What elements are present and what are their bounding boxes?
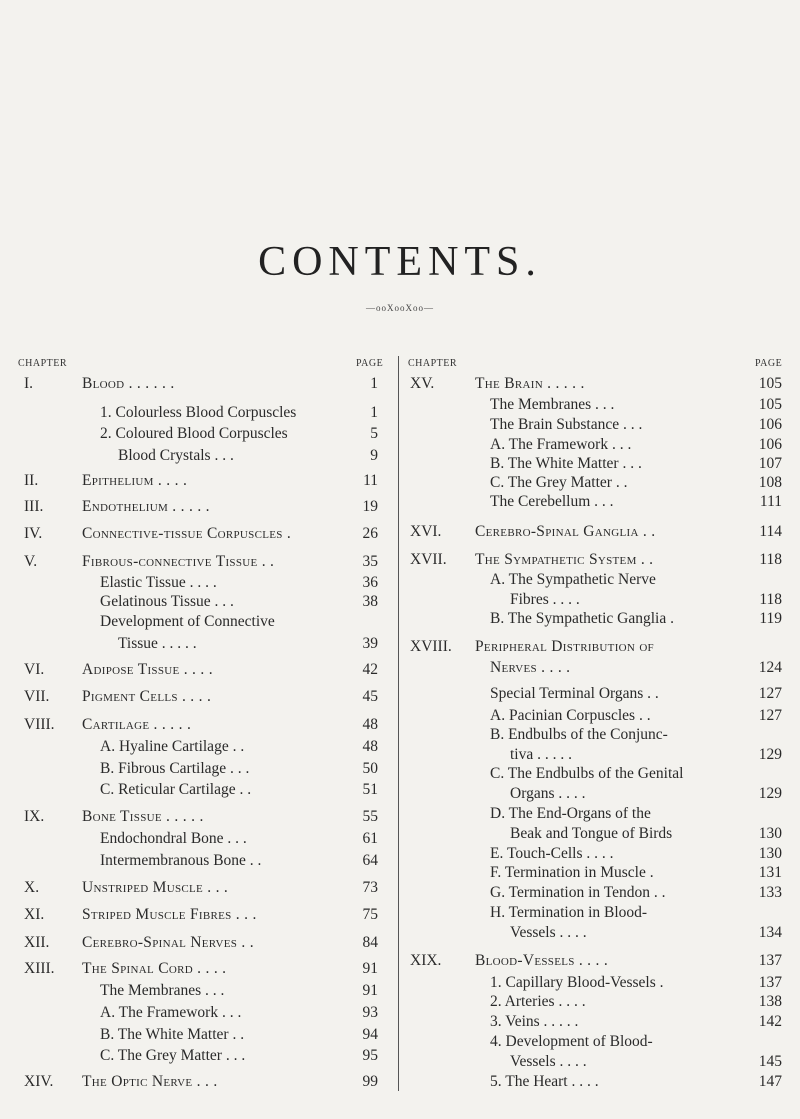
toc-entry [0, 660, 800, 680]
chapter-number: IX. [24, 808, 45, 826]
toc-entry [0, 1025, 800, 1045]
entry-title: 4. Development of Blood- [490, 1033, 653, 1051]
entry-page-number: 1 [370, 403, 378, 421]
entry-title: B. Endbulbs of the Conjunc- [490, 725, 668, 743]
entry-page-number: 129 [758, 745, 782, 763]
entry-title: The Membranes . . . [100, 982, 225, 1000]
entry-title: Beak and Tongue of Birds [510, 825, 673, 843]
entry-title: Blood . . . . . . [82, 375, 175, 392]
entry-page-number: 142 [758, 1013, 782, 1031]
entry-title: The Cerebellum . . . [490, 492, 614, 510]
toc-entry [0, 435, 800, 455]
entry-page-number: 137 [758, 973, 782, 991]
toc-entry [0, 824, 800, 844]
toc-entry [0, 959, 800, 979]
entry-title: Development of Connective [100, 612, 275, 630]
toc-entry [0, 403, 800, 423]
entry-title: H. Termination in Blood- [490, 903, 648, 921]
toc-entry [0, 658, 800, 678]
entry-title: B. Fibrous Cartilage . . . [100, 759, 250, 777]
entry-title: Elastic Tissue . . . . [100, 574, 217, 592]
entry-title: Endochondral Bone . . . [100, 830, 247, 848]
entry-page-number: 35 [362, 553, 378, 571]
entry-title: A. The Framework . . . [100, 1004, 242, 1022]
toc-entry [0, 552, 800, 572]
toc-entry [0, 992, 800, 1012]
entry-page-number: 108 [758, 473, 782, 491]
entry-title: A. Hyaline Cartilage . . [100, 737, 245, 755]
entry-page-number: 145 [758, 1053, 782, 1071]
entry-title: The Brain . . . . . [475, 375, 585, 392]
entry-title: Blood Crystals . . . [118, 447, 234, 465]
entry-page-number: 42 [362, 661, 378, 679]
entry-title: Nerves . . . . [490, 658, 571, 676]
toc-entry [0, 1032, 800, 1052]
entry-page-number: 138 [758, 993, 782, 1011]
toc-entry [0, 424, 800, 444]
entry-title: Bone Tissue . . . . . [82, 808, 204, 826]
entry-title: C. The Grey Matter . . [490, 473, 628, 491]
toc-entry [0, 395, 800, 415]
entry-title: Vessels . . . . [510, 1053, 587, 1071]
entry-title: Fibrous-connective Tissue . . [82, 553, 275, 571]
entry-page-number: 5 [370, 425, 378, 443]
toc-entry [0, 684, 800, 704]
entry-page-number: 26 [362, 525, 378, 543]
toc-entry [0, 851, 800, 871]
entry-title: B. The White Matter . . [100, 1025, 245, 1043]
entry-page-number: 133 [758, 883, 782, 901]
toc-entry [0, 933, 800, 953]
entry-title: A. Pacinian Corpuscles . . [490, 706, 651, 724]
chapter-number: XVIII. [410, 637, 452, 655]
toc-entry [0, 1003, 800, 1023]
entry-title: Unstriped Muscle . . . [82, 878, 229, 896]
entry-page-number: 105 [758, 375, 782, 392]
entry-page-number: 9 [370, 447, 378, 465]
chapter-number: XV. [410, 375, 435, 392]
entry-title: Cerebro-Spinal Nerves . . [82, 933, 254, 951]
toc-entry [0, 590, 800, 610]
column-divider [398, 356, 399, 1091]
entry-title: 5. The Heart . . . . [490, 1073, 599, 1090]
entry-page-number: 64 [362, 852, 378, 870]
toc-entry [0, 1012, 800, 1032]
toc-entry [0, 737, 800, 757]
entry-title: Connective-tissue Corpuscles . [82, 525, 292, 543]
chapter-number: VIII. [24, 716, 55, 734]
entry-title: Fibres . . . . [510, 590, 580, 608]
entry-title: 1. Capillary Blood-Vessels . [490, 973, 664, 991]
entry-page-number: 129 [758, 785, 782, 803]
entry-page-number: 127 [758, 685, 782, 703]
chapter-number: IV. [24, 525, 43, 543]
toc-entry [0, 374, 800, 394]
entry-page-number: 36 [362, 574, 378, 592]
entry-page-number: 39 [362, 634, 378, 652]
toc-entry [0, 687, 800, 707]
toc-entry [0, 784, 800, 804]
entry-page-number: 51 [362, 780, 378, 798]
entry-title: Cerebro-Spinal Ganglia . . [475, 523, 656, 541]
entry-page-number: 11 [363, 471, 378, 489]
toc-entry [0, 1072, 800, 1092]
toc-entry [0, 522, 800, 542]
entry-title: C. The Endbulbs of the Genital [490, 765, 684, 783]
chapter-number: XVII. [410, 550, 447, 568]
entry-title: Organs . . . . [510, 785, 586, 803]
entry-title: F. Termination in Muscle . [490, 864, 654, 882]
chapter-number: III. [24, 498, 44, 516]
entry-title: A. The Sympathetic Nerve [490, 570, 656, 588]
right-page-header: PAGE [755, 358, 783, 369]
entry-page-number: 45 [362, 688, 378, 706]
entry-page-number: 73 [362, 878, 378, 896]
toc-entry [0, 1046, 800, 1066]
toc-entry [0, 706, 800, 726]
toc-entry [0, 592, 800, 612]
toc-entry [0, 637, 800, 657]
entry-page-number: 127 [758, 706, 782, 724]
entry-page-number: 131 [758, 864, 782, 882]
entry-title: A. The Framework . . . [490, 435, 632, 453]
entry-title: Gelatinous Tissue . . . [100, 593, 234, 611]
entry-page-number: 50 [362, 759, 378, 777]
chapter-number: II. [24, 471, 39, 489]
chapter-number: V. [24, 553, 38, 571]
entry-title: Endothelium . . . . . [82, 498, 210, 516]
entry-title: The Spinal Cord . . . . [82, 960, 227, 978]
toc-entry [0, 374, 800, 394]
entry-title: E. Touch-Cells . . . . [490, 845, 614, 863]
entry-title: Striped Muscle Fibres . . . [82, 905, 257, 923]
toc-entry [0, 415, 800, 435]
toc-entry [0, 951, 800, 971]
entry-page-number: 38 [362, 593, 378, 611]
toc-entry [0, 634, 800, 654]
chapter-number: X. [24, 878, 40, 896]
entry-title: C. Reticular Cartilage . . [100, 780, 252, 798]
chapter-number: VI. [24, 661, 45, 679]
toc-entry [0, 471, 800, 491]
entry-page-number: 91 [362, 982, 378, 1000]
entry-title: B. The Sympathetic Ganglia . [490, 610, 674, 628]
entry-title: The Optic Nerve . . . [82, 1073, 218, 1090]
entry-page-number: 55 [362, 808, 378, 826]
entry-title: 3. Veins . . . . . [490, 1013, 579, 1031]
toc-entry [0, 905, 800, 925]
chapter-number: XIV. [24, 1073, 54, 1090]
entry-title: The Membranes . . . [490, 395, 615, 413]
entry-title: Blood-Vessels . . . . [475, 951, 609, 969]
entry-page-number: 134 [758, 923, 782, 941]
entry-page-number: 93 [362, 1004, 378, 1022]
entry-page-number: 130 [758, 825, 782, 843]
entry-title: Peripheral Distribution of [475, 637, 654, 655]
toc-entry [0, 573, 800, 593]
entry-page-number: 111 [759, 492, 782, 510]
toc-entry [0, 923, 800, 943]
chapter-number: XIX. [410, 951, 442, 969]
entry-page-number: 105 [758, 395, 782, 413]
entry-page-number: 75 [362, 905, 378, 923]
right-chapter-header: CHAPTER [408, 358, 458, 369]
entry-title: 2. Coloured Blood Corpuscles [100, 425, 288, 443]
toc-entry [0, 780, 800, 800]
entry-page-number: 48 [362, 716, 378, 734]
entry-page-number: 118 [759, 550, 782, 568]
toc-entry [0, 1072, 800, 1092]
entry-page-number: 99 [362, 1073, 378, 1090]
toc-entry [0, 497, 800, 517]
toc-entry [0, 903, 800, 923]
entry-page-number: 107 [758, 454, 782, 472]
toc-entry [0, 878, 800, 898]
entry-page-number: 124 [758, 658, 782, 676]
toc-entry [0, 715, 800, 735]
entry-title: Tissue . . . . . [118, 634, 197, 652]
entry-page-number: 19 [362, 498, 378, 516]
toc-entry [0, 492, 800, 512]
entry-title: B. The White Matter . . . [490, 454, 642, 472]
entry-title: Adipose Tissue . . . . [82, 661, 213, 679]
toc-entry [0, 764, 800, 784]
entry-page-number: 106 [758, 415, 782, 433]
entry-page-number: 91 [362, 960, 378, 978]
entry-page-number: 114 [759, 523, 782, 541]
toc-entry [0, 454, 800, 474]
chapter-number: VII. [24, 688, 50, 706]
toc-entry [0, 863, 800, 883]
entry-page-number: 84 [362, 933, 378, 951]
toc-entry [0, 1052, 800, 1072]
toc-entry [0, 473, 800, 493]
entry-title: 1. Colourless Blood Corpuscles [100, 403, 297, 421]
toc-entry [0, 524, 800, 544]
entry-page-number: 119 [759, 610, 782, 628]
toc-entry [0, 973, 800, 993]
entry-page-number: 1 [370, 375, 378, 392]
toc-entry [0, 981, 800, 1001]
toc-entry [0, 807, 800, 827]
entry-title: Special Terminal Organs . . [490, 685, 659, 703]
toc-entry [0, 804, 800, 824]
entry-title: Epithelium . . . . [82, 471, 188, 489]
left-page-header: PAGE [356, 358, 384, 369]
entry-title: The Sympathetic System . . [475, 550, 654, 568]
toc-entry [0, 612, 800, 632]
entry-page-number: 48 [362, 737, 378, 755]
entry-title: Intermembranous Bone . . [100, 852, 262, 870]
entry-title: Vessels . . . . [510, 923, 587, 941]
chapter-number: XI. [24, 905, 45, 923]
toc-entry [0, 609, 800, 629]
entry-page-number: 61 [362, 830, 378, 848]
chapter-number: XIII. [24, 960, 55, 978]
chapter-number: I. [24, 375, 34, 392]
toc-entry [0, 759, 800, 779]
toc-entry [0, 844, 800, 864]
title-ornament: —ooXooXoo— [366, 303, 434, 313]
entry-title: C. The Grey Matter . . . [100, 1046, 246, 1064]
toc-entry [0, 829, 800, 849]
toc-entry [0, 883, 800, 903]
chapter-number: XII. [24, 933, 50, 951]
entry-page-number: 95 [362, 1046, 378, 1064]
entry-page-number: 118 [759, 590, 782, 608]
entry-page-number: 94 [362, 1025, 378, 1043]
entry-page-number: 106 [758, 435, 782, 453]
entry-page-number: 130 [758, 845, 782, 863]
toc-entry [0, 446, 800, 466]
toc-entry [0, 745, 800, 765]
toc-entry [0, 550, 800, 570]
toc-entry [0, 725, 800, 745]
entry-page-number: 137 [758, 951, 782, 969]
entry-title: Pigment Cells . . . . [82, 688, 212, 706]
page-title: CONTENTS. [258, 239, 542, 285]
entry-title: G. Termination in Tendon . . [490, 883, 666, 901]
entry-title: tiva . . . . . [510, 745, 572, 763]
entry-title: 2. Arteries . . . . [490, 993, 586, 1011]
chapter-number: XVI. [410, 523, 442, 541]
entry-title: Cartilage . . . . . [82, 716, 192, 734]
toc-entry [0, 570, 800, 590]
entry-title: The Brain Substance . . . [490, 415, 643, 433]
entry-page-number: 147 [758, 1073, 782, 1090]
entry-title: D. The End-Organs of the [490, 805, 651, 823]
left-chapter-header: CHAPTER [18, 358, 68, 369]
